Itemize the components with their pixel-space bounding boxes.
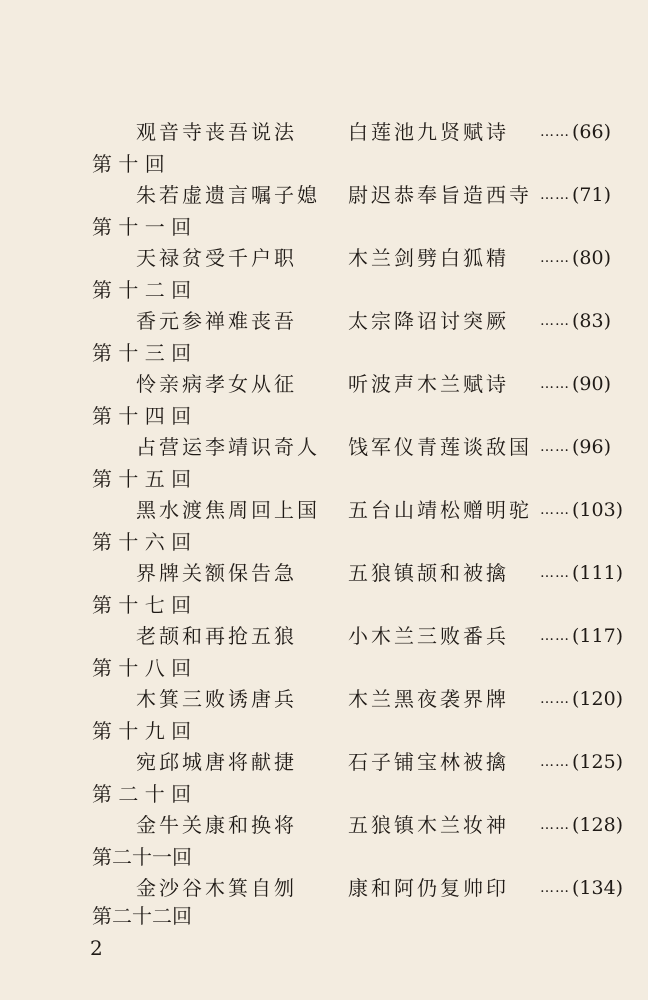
entry-left-title: 占营运李靖识奇人 bbox=[136, 435, 320, 459]
entry-right-title: 小木兰三败番兵 bbox=[348, 624, 509, 648]
entry-right-title: 五狼镇颉和被擒 bbox=[348, 561, 509, 585]
chapter-label: 第 十 三 回 bbox=[92, 341, 192, 365]
page-number: (71) bbox=[572, 184, 612, 206]
leader-dots: …… bbox=[540, 817, 570, 833]
entry-right-title: 五台山靖松赠明驼 bbox=[348, 498, 532, 522]
entry-left-title: 金沙谷木箕自刎 bbox=[136, 876, 297, 900]
leader-dots: …… bbox=[540, 691, 570, 707]
entry-right-title: 听波声木兰赋诗 bbox=[348, 372, 509, 396]
chapter-label: 第 十 七 回 bbox=[92, 593, 192, 617]
chapter-label: 第 十 五 回 bbox=[92, 467, 192, 491]
page-number: (120) bbox=[572, 688, 624, 710]
leader-dots: …… bbox=[540, 754, 570, 770]
entry-left-title: 天禄贫受千户职 bbox=[136, 246, 297, 270]
leader-dots: …… bbox=[540, 187, 570, 203]
entry-left-title: 金牛关康和换将 bbox=[136, 813, 297, 837]
chapter-heading bbox=[0, 896, 648, 936]
page-number: (103) bbox=[572, 499, 624, 521]
page-number: (117) bbox=[572, 625, 624, 647]
entry-right-title: 五狼镇木兰妆神 bbox=[348, 813, 509, 837]
entry-right-title: 尉迟恭奉旨造西寺 bbox=[348, 183, 532, 207]
entry-right-title: 木兰黑夜袭界牌 bbox=[348, 687, 509, 711]
chapter-label: 第 十 四 回 bbox=[92, 404, 192, 428]
page-number: (128) bbox=[572, 814, 624, 836]
entry-left-title: 木箕三败诱唐兵 bbox=[136, 687, 297, 711]
leader-dots: …… bbox=[540, 565, 570, 581]
chapter-label: 第 二 十 回 bbox=[92, 782, 192, 806]
leader-dots: …… bbox=[540, 502, 570, 518]
entry-right-title: 康和阿仍复帅印 bbox=[348, 876, 509, 900]
leader-dots: …… bbox=[540, 124, 570, 140]
leader-dots: …… bbox=[540, 439, 570, 455]
entry-right-title: 木兰剑劈白狐精 bbox=[348, 246, 509, 270]
chapter-label: 第 十 一 回 bbox=[92, 215, 192, 239]
page-number: (111) bbox=[572, 562, 624, 584]
chapter-label: 第 十 二 回 bbox=[92, 278, 192, 302]
page-number: (66) bbox=[572, 121, 612, 143]
entry-left-title: 老颉和再抢五狼 bbox=[136, 624, 297, 648]
page-number: (134) bbox=[572, 877, 624, 899]
leader-dots: …… bbox=[540, 628, 570, 644]
page-number: (90) bbox=[572, 373, 612, 395]
entry-right-title: 太宗降诏讨突厥 bbox=[348, 309, 509, 333]
page-number: (125) bbox=[572, 751, 624, 773]
chapter-label: 第二十一回 bbox=[92, 845, 192, 869]
chapter-label: 第 十 九 回 bbox=[92, 719, 192, 743]
entry-left-title: 宛邱城唐将献捷 bbox=[136, 750, 297, 774]
chapter-label: 第二十二回 bbox=[92, 904, 192, 928]
leader-dots: …… bbox=[540, 250, 570, 266]
entry-right-title: 饯军仪青莲谈敌国 bbox=[348, 435, 532, 459]
folio-page-number: 2 bbox=[90, 936, 103, 960]
leader-dots: …… bbox=[540, 313, 570, 329]
entry-right-title: 白莲池九贤赋诗 bbox=[348, 120, 509, 144]
chapter-label: 第 十 六 回 bbox=[92, 530, 192, 554]
page-number: (96) bbox=[572, 436, 612, 458]
page-number: (80) bbox=[572, 247, 612, 269]
chapter-label: 第 十 回 bbox=[92, 152, 165, 176]
entry-left-title: 界牌关额保告急 bbox=[136, 561, 297, 585]
page-number: (83) bbox=[572, 310, 612, 332]
chapter-label: 第 十 八 回 bbox=[92, 656, 192, 680]
leader-dots: …… bbox=[540, 376, 570, 392]
entry-left-title: 怜亲病孝女从征 bbox=[136, 372, 297, 396]
entry-left-title: 观音寺丧吾说法 bbox=[136, 120, 297, 144]
entry-left-title: 香元参禅难丧吾 bbox=[136, 309, 297, 333]
entry-left-title: 黑水渡焦周回上国 bbox=[136, 498, 320, 522]
entry-right-title: 石子铺宝林被擒 bbox=[348, 750, 509, 774]
entry-left-title: 朱若虚遗言嘱子媳 bbox=[136, 183, 320, 207]
leader-dots: …… bbox=[540, 880, 570, 896]
